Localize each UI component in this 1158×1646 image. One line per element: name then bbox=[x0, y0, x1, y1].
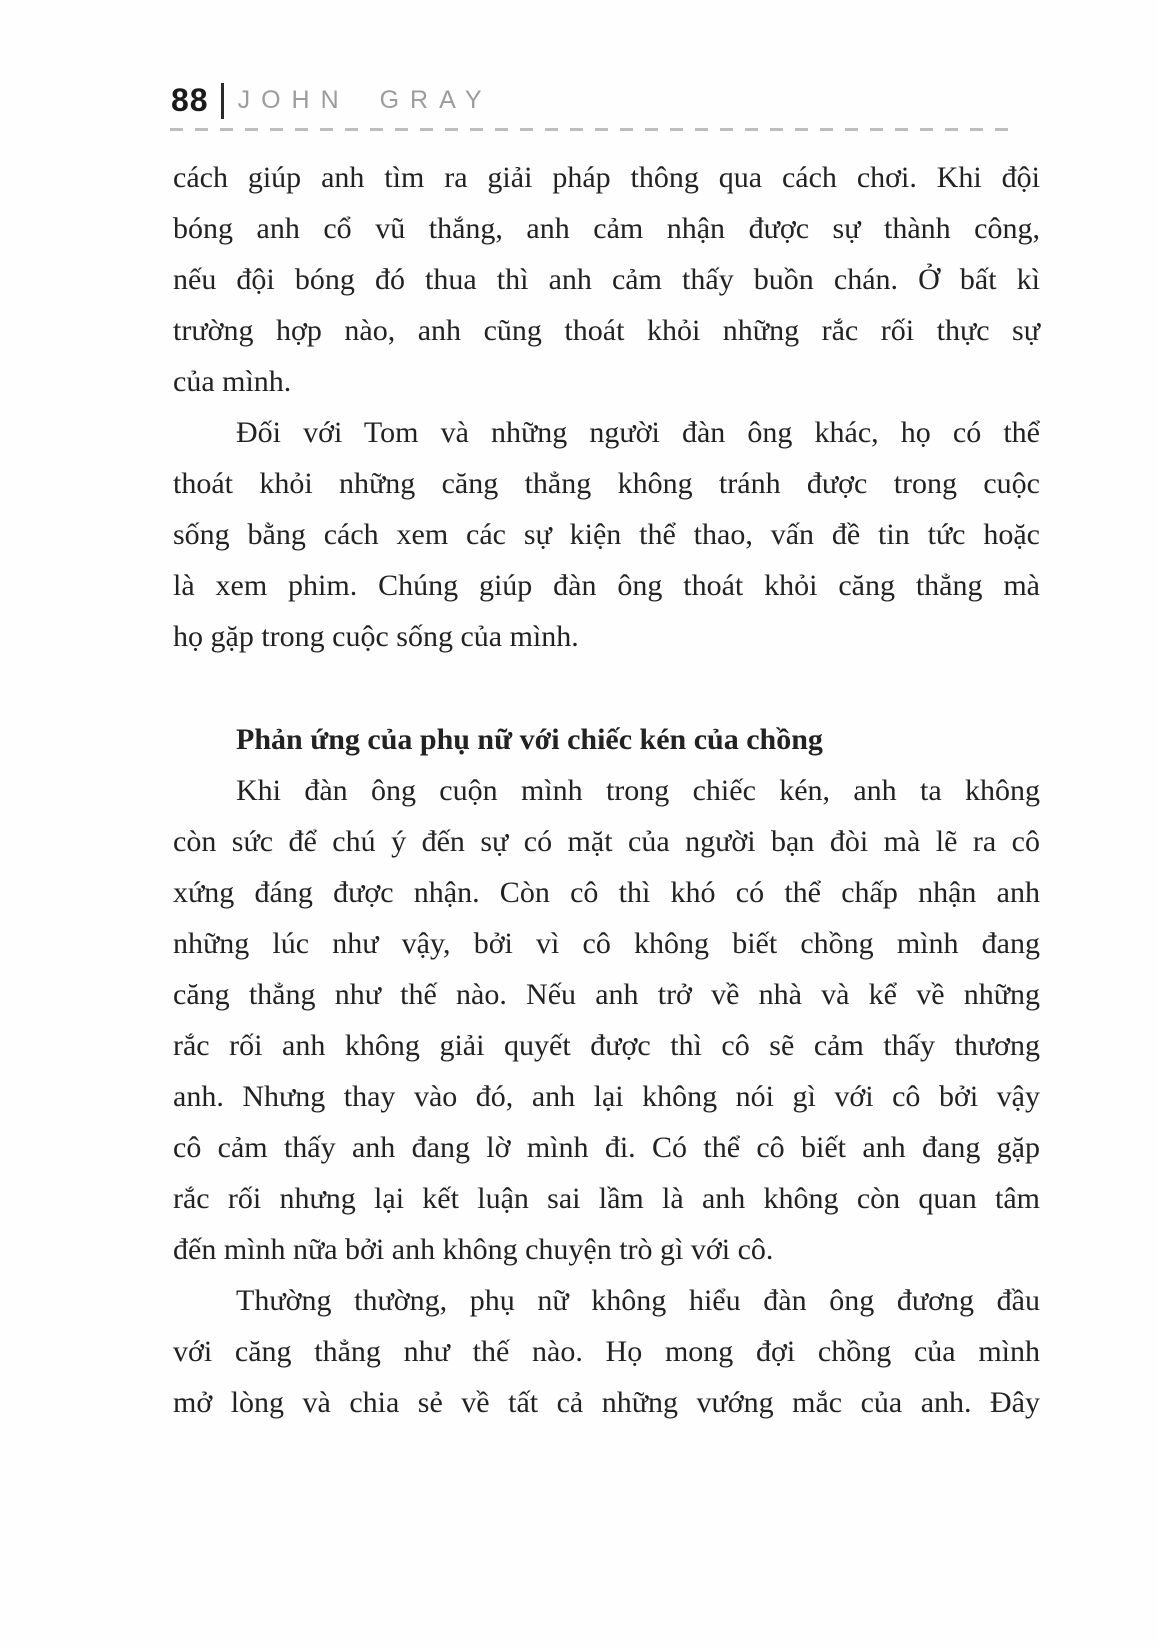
page-number: 88 bbox=[171, 82, 209, 118]
text-line: trường hợp nào, anh cũng thoát khỏi những rắc rối thực sự bbox=[173, 314, 1040, 347]
text-line: mở lòng và chia sẻ về tất cả những vướng mắc của anh. Đây bbox=[173, 1386, 1040, 1419]
text-line: Thường thường, phụ nữ không hiểu đàn ông đương đầu bbox=[236, 1284, 1040, 1317]
text-line: Khi đàn ông cuộn mình trong chiếc kén, anh ta không bbox=[236, 774, 1040, 807]
page-body bbox=[173, 152, 1040, 1428]
text-line: của mình. bbox=[173, 365, 292, 398]
text-line: thoát khỏi những căng thẳng không tránh được trong cuộc bbox=[173, 467, 1040, 500]
paragraph bbox=[173, 1275, 1040, 1428]
text-line: còn sức để chú ý đến sự có mặt của người bạn đòi mà lẽ ra cô bbox=[173, 825, 1040, 858]
header-dashed-rule bbox=[170, 128, 1018, 131]
text-line: anh. Nhưng thay vào đó, anh lại không nói gì với cô bởi vậy bbox=[173, 1080, 1040, 1113]
text-line: Phản ứng của phụ nữ với chiếc kén của chồng bbox=[236, 723, 823, 756]
text-line: xứng đáng được nhận. Còn cô thì khó có thể chấp nhận anh bbox=[173, 876, 1040, 909]
text-line: cách giúp anh tìm ra giải pháp thông qua cách chơi. Khi đội bbox=[173, 161, 1040, 194]
running-head-author: JOHN GRAY bbox=[237, 86, 493, 114]
text-line: họ gặp trong cuộc sống của mình. bbox=[173, 620, 579, 653]
text-line: đến mình nữa bởi anh không chuyện trò gì với cô. bbox=[173, 1233, 774, 1266]
text-line: sống bằng cách xem các sự kiện thể thao, vấn đề tin tức hoặc bbox=[173, 518, 1040, 551]
text-line: căng thẳng như thế nào. Nếu anh trở về nhà và kể về những bbox=[173, 978, 1040, 1011]
paragraph bbox=[173, 152, 1040, 407]
text-line: là xem phim. Chúng giúp đàn ông thoát khỏi căng thẳng mà bbox=[173, 569, 1040, 602]
text-line: cô cảm thấy anh đang lờ mình đi. Có thể cô biết anh đang gặp bbox=[173, 1131, 1040, 1164]
text-line: nếu đội bóng đó thua thì anh cảm thấy buồn chán. Ở bất kì bbox=[173, 263, 1040, 296]
page-header bbox=[171, 82, 493, 119]
text-line: Đối với Tom và những người đàn ông khác, họ có thể bbox=[236, 416, 1040, 449]
text-line: bóng anh cổ vũ thắng, anh cảm nhận được sự thành công, bbox=[173, 212, 1040, 245]
text-line: những lúc như vậy, bởi vì cô không biết chồng mình đang bbox=[173, 927, 1040, 960]
text-line: với căng thẳng như thế nào. Họ mong đợi chồng của mình bbox=[173, 1335, 1040, 1368]
section-heading bbox=[173, 714, 1040, 765]
paragraph bbox=[173, 765, 1040, 1275]
text-line: rắc rối anh không giải quyết được thì cô sẽ cảm thấy thương bbox=[173, 1029, 1040, 1062]
paragraph bbox=[173, 407, 1040, 662]
text-line: rắc rối nhưng lại kết luận sai lầm là anh không còn quan tâm bbox=[173, 1182, 1040, 1215]
header-divider-bar bbox=[221, 83, 224, 119]
